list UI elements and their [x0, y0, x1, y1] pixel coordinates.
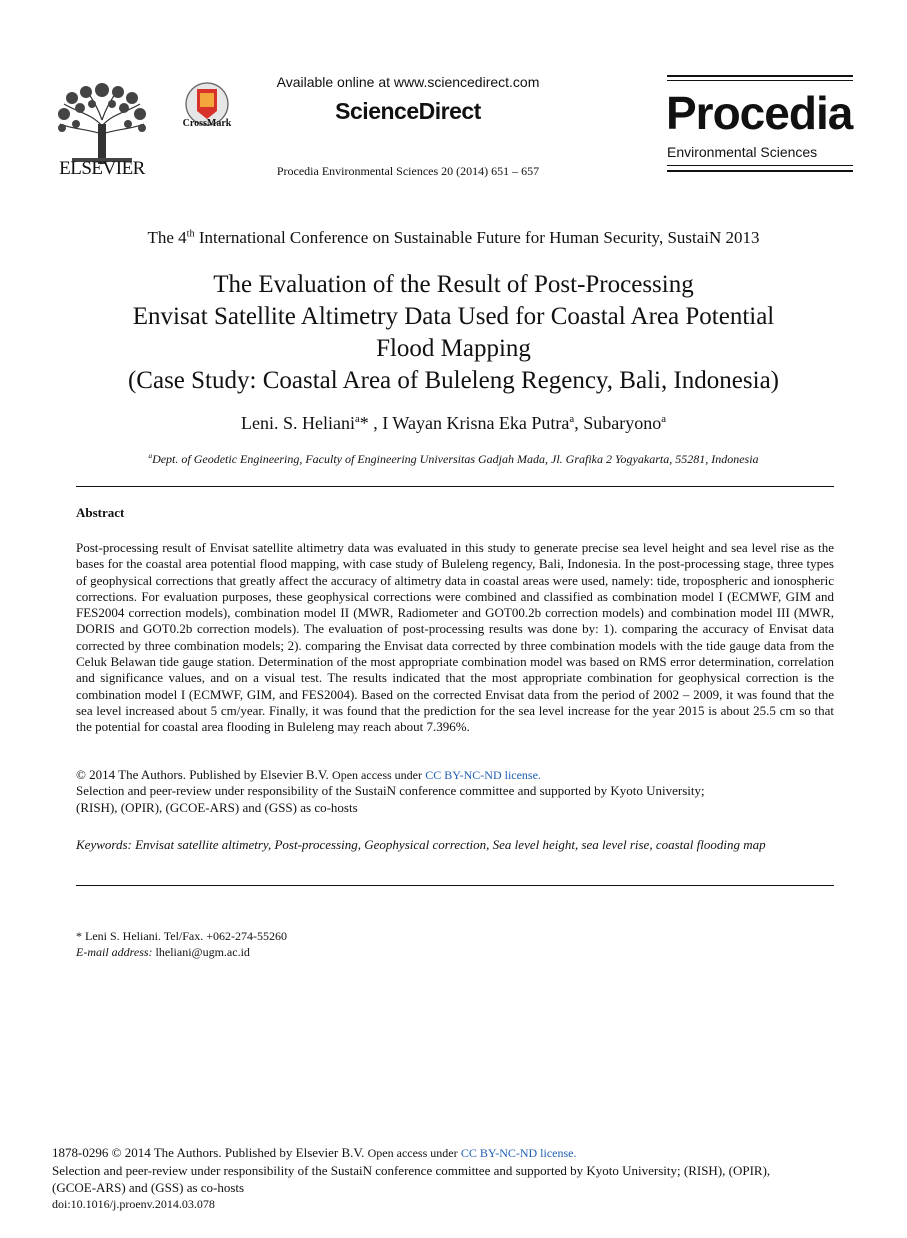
- available-online-text[interactable]: Available online at www.sciencedirect.com: [276, 74, 540, 90]
- title-line: (Case Study: Coastal Area of Buleleng Regency, Bali, Indonesia): [127, 367, 779, 394]
- title-line: The Evaluation of the Result of Post-Processing: [213, 271, 694, 298]
- procedia-top-rule: [667, 75, 853, 77]
- author-name: I Wayan Krisna Eka Putra: [382, 413, 570, 433]
- procedia-subtitle: Environmental Sciences: [667, 144, 818, 160]
- title-line: Envisat Satellite Altimetry Data Used for Coastal Area Potential: [132, 303, 775, 330]
- author-name: Leni. S. Heliani: [240, 413, 355, 433]
- elsevier-wordmark: ELSEVIER: [59, 158, 145, 179]
- conference-name: The 4th International Conference on Sustainable Future for Human Security, SustaiN 2013: [147, 228, 760, 247]
- procedia-bottom-rule-thin: [667, 165, 853, 166]
- paper-title: [70, 269, 837, 397]
- doi[interactable]: doi:10.1016/j.proenv.2014.03.078: [52, 1197, 215, 1211]
- abstract-heading: Abstract: [76, 505, 125, 520]
- procedia-top-rule-thin: [667, 80, 853, 81]
- footer-license-link[interactable]: CC BY-NC-ND license.: [460, 1146, 577, 1160]
- author-name: Subaryono: [583, 413, 662, 433]
- license-link[interactable]: CC BY-NC-ND license.: [425, 768, 541, 782]
- procedia-logo: Procedia: [666, 87, 853, 139]
- page-footer: 1878-0296 © 2014 The Authors. Published by Elsevier B.V. Open access under CC BY-NC-ND license. Selection and peer-review under responsibility of the SustaiN conference committee and supported by Kyoto University; (RISH), (OPIR), (GCOE-ARS) and (GSS) as co-hosts doi:10.1016/j.proenv.2014.03.078: [52, 1144, 872, 1213]
- corresponding-author-footnote: * Leni S. Heliani. Tel/Fax. +062-274-55260 E-mail address: lheliani@ugm.ac.id: [76, 929, 288, 959]
- sciencedirect-logo[interactable]: ScienceDirect: [335, 98, 481, 124]
- author-list: Leni. S. Heliani$^a$* , I Wayan Krisna Eka Putra$^a$, Subaryono$^a$: [240, 413, 667, 433]
- title-line: Flood Mapping: [376, 335, 531, 362]
- section-divider: [76, 885, 834, 886]
- copyright-notice: © 2014 The Authors. Published by Elsevier B.V. Open access under CC BY-NC-ND license. Selection and peer-review under responsibility of the SustaiN conference committee and supported by Kyoto University; (RISH), (OPIR), (GCOE-ARS) and (GSS) as co-hosts: [76, 767, 705, 815]
- keywords: Keywords: Envisat satellite altimetry, Post-processing, Geophysical correction, Sea level height, sea level rise, coastal flooding map: [76, 837, 766, 852]
- section-divider: [76, 486, 834, 487]
- email-link[interactable]: lheliani@ugm.ac.id: [155, 945, 250, 959]
- journal-reference: Procedia Environmental Sciences 20 (2014) 651 – 657: [276, 164, 540, 178]
- abstract-text: Post-processing result of Envisat satellite altimetry data was evaluated in this study to generate precise sea level height and sea level rise as the bases for the coastal area potential flood mapping, with case study of Buleleng regency, Bali, Indonesia. In the post-processing stage, three types of geophysical corrections that greatly affect the accuracy of altimetry data in coastal areas were used, namely: tide, tropospheric and ionospheric corrections. For evaluation purposes, these geophysical corrections were combined and classified as combination model I (ECMWF, GIM and FES2004 correction models), combination model II (MWR, Radiometer and GOT00.2b correction models) and combination model III (MWR, DORIS and GOT0.2b correction models). The evaluation of post-processing results was done by: 1). comparing the accuracy of Envisat data corrected by three combination models; 2). comparing the Envisat data corrected by three combination models with the tide gauge data from the Celuk Belawan tide gauge station. Determination of the most appropriate combination model was based on RMS error determination, correlation and significance values, and on a visual test. The results indicated that the most appropriate combination for geophysical correction is the combination model I (ECMWF, GIM, and FES2004). Based on the corrected Envisat data from the period of 2002 – 2009, it was found that the sea level increased about 5 cm/year. Finally, it was found that the prediction for the sea level increase for the year 2015 is about 25.5 cm so that the potential for coastal area flooding in Buleleng may reach about 7.396%.: [76, 540, 834, 735]
- affiliation: $^a$Dept. of Geodetic Engineering, Faculty of Engineering Universitas Gadjah Mada, Jl. Grafika 2 Yogyakarta, 55281, Indonesia: [148, 452, 759, 466]
- procedia-bottom-rule: [667, 170, 853, 172]
- crossmark-label: CrossMark: [182, 118, 232, 129]
